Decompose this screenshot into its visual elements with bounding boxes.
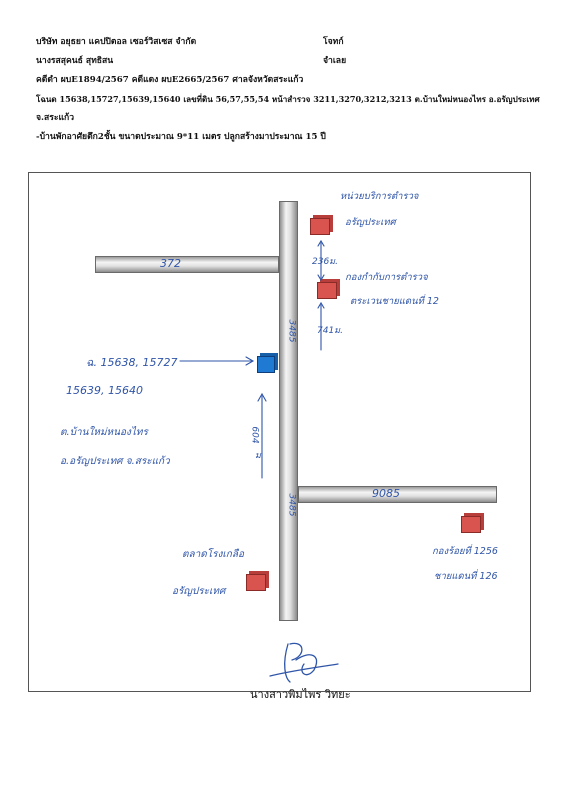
distance-236: 236ม. — [312, 257, 338, 267]
border-company-label-line1: กองร้อยที่ 1256 — [432, 546, 498, 557]
police-station-building-icon — [310, 218, 330, 235]
road-372 — [95, 256, 279, 273]
location-subdistrict: ต.บ้านใหม่หนองไทร — [60, 427, 148, 438]
subject-property-icon — [257, 356, 275, 373]
road-3485-label-upper: 3485 — [286, 319, 297, 343]
border-patrol-hq-label-line2: ตระเวนชายแดนที่ 12 — [350, 296, 439, 307]
defendant-name: นางรสสุคนธ์ สุทธิสน — [36, 56, 114, 66]
market-building-icon — [246, 574, 266, 591]
road-3485 — [279, 201, 298, 621]
border-company-label-line2: ชายแดนที่ 126 — [434, 571, 498, 582]
deed-note-line1: ฉ. 15638, 15727 — [86, 356, 178, 369]
signer-name: นางสาวพิมไพร วิทยะ — [250, 688, 351, 701]
border-company-building-icon — [461, 516, 481, 533]
police-station-label-line2: อรัญประเทศ — [345, 217, 396, 228]
province-line: จ.สระแก้ว — [36, 113, 75, 123]
distance-604-unit: ม. — [255, 451, 264, 461]
distance-604: 604 — [249, 426, 260, 444]
distance-741: 741ม. — [317, 326, 343, 336]
plaintiff-company: บริษัท อยุธยา แคปปิตอล เซอร์วิสเซส จำกัด — [36, 37, 197, 47]
plaintiff-label: โจทก์ — [323, 37, 344, 47]
market-label-line1: ตลาดโรงเกลือ — [182, 549, 244, 560]
case-numbers: คดีดำ ผบE1894/2567 คดีแดง ผบE2665/2567 ศาลจังหวัดสระแก้ว — [36, 75, 304, 85]
location-district-province: อ.อรัญประเทศ จ.สระแก้ว — [60, 456, 170, 467]
police-station-label-line1: หน่วยบริการตำรวจ — [340, 191, 419, 202]
building-description: -บ้านพักอาศัยตึก2ชั้น ขนาดประมาณ 9*11 เมตร ปลูกสร้างมาประมาณ 15 ปี — [36, 132, 326, 142]
road-372-label: 372 — [160, 257, 181, 270]
border-patrol-hq-building-icon — [317, 282, 337, 299]
deed-details: โฉนด 15638,15727,15639,15640 เลขที่ดิน 56,57,55,54 หน้าสำรวจ 3211,3270,3212,3213 ต.บ้านใหม่หนองไทร อ.อรัญประเทศ — [36, 94, 540, 104]
border-patrol-hq-label-line1: กองกำกับการตำรวจ — [345, 272, 428, 283]
defendant-label: จำเลย — [323, 56, 347, 66]
market-label-line2: อรัญประเทศ — [172, 586, 226, 597]
road-3485-label-lower: 3485 — [286, 493, 297, 517]
deed-note-line2: 15639, 15640 — [66, 384, 143, 397]
road-9085-label: 9085 — [372, 487, 400, 500]
